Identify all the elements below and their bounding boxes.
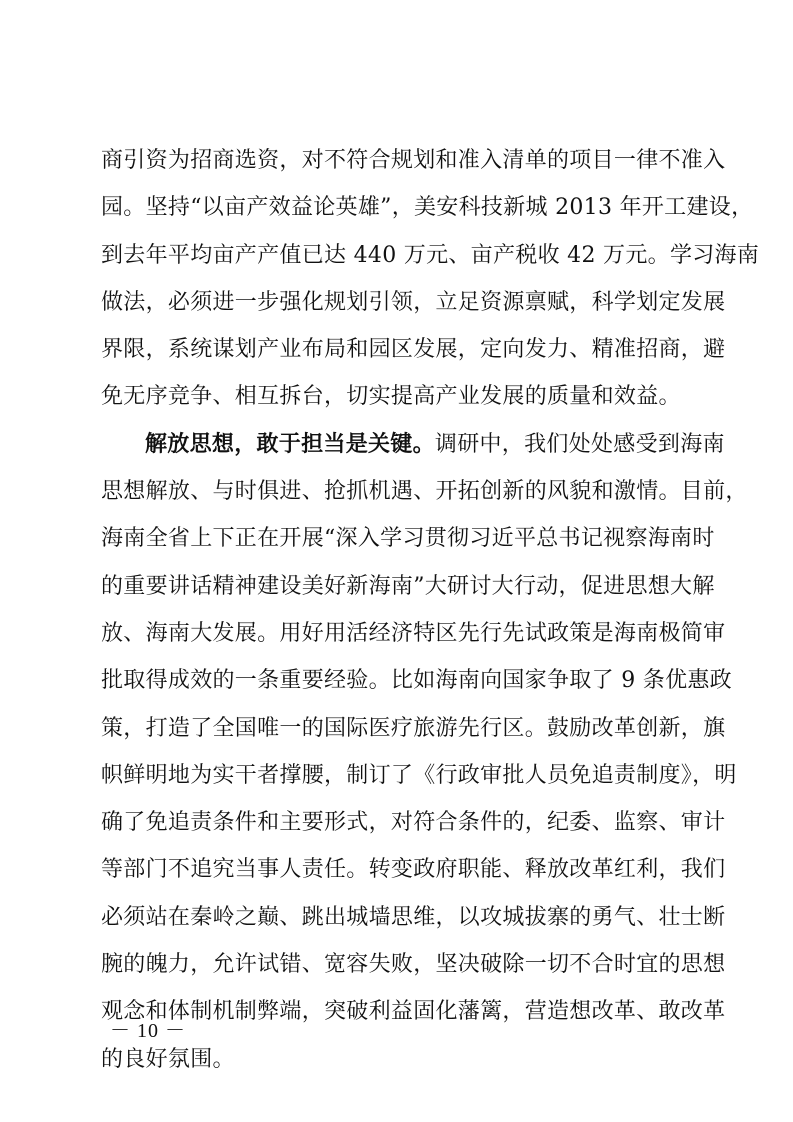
paragraph-2-line: 思想解放、与时俱进、抢抓机遇、开拓创新的风貌和激情。目前， — [101, 479, 748, 505]
body-text — [101, 137, 760, 1083]
paragraph-2-line: 的重要讲话精神建设美好新海南”大研讨大行动，促进思想大解 — [101, 573, 715, 599]
paragraph-2-line: 的良好氛围。 — [101, 1046, 235, 1072]
paragraph-2-line: 腕的魄力，允许试错、宽容失败，坚决破除一切不合时宜的思想 — [101, 952, 726, 978]
paragraph-2-line: 观念和体制机制弊端，突破利益固化藩篱，营造想改革、敢改革 — [101, 999, 726, 1025]
paragraph-2-line: 必须站在秦岭之巅、跳出城墙思维，以攻城拔寨的勇气、壮士断 — [101, 904, 726, 930]
paragraph-1-line: 免无序竞争、相互拆台，切实提高产业发展的质量和效益。 — [101, 384, 681, 410]
paragraph-1-line: 到去年平均亩产产值已达 440 万元、亩产税收 42 万元。学习海南 — [101, 242, 760, 268]
page-number: － 10 － — [110, 1020, 186, 1042]
paragraph-2-line: 等部门不追究当事人责任。转变政府职能、释放改革红利，我们 — [101, 857, 726, 883]
paragraph-1-line: 商引资为招商选资，对不符合规划和准入清单的项目一律不准入 — [101, 148, 726, 173]
paragraph-2-line: 帜鲜明地为实干者撑腰，制订了《行政审批人员免追责制度》，明 — [101, 762, 737, 788]
paragraph-2-line: 放、海南大发展。用好用活经济特区先行先试政策是海南极简审 — [101, 620, 726, 646]
paragraph-1-line: 园。坚持“以亩产效益论英雄”，美安科技新城 2013 年开工建设， — [101, 195, 754, 221]
paragraph-2-line: 策，打造了全国唯一的国际医疗旅游先行区。鼓励改革创新，旗 — [101, 715, 726, 741]
paragraph-2-line: 确了免追责条件和主要形式，对符合条件的，纪委、监察、审计 — [101, 810, 726, 836]
paragraph-1-line: 做法，必须进一步强化规划引领，立足资源禀赋，科学划定发展 — [101, 289, 726, 315]
paragraph-2-line: 海南全省上下正在开展“深入学习贯彻习近平总书记视察海南时 — [101, 526, 715, 552]
paragraph-1-line: 界限，系统谋划产业布局和园区发展，定向发力、精准招商，避 — [101, 337, 726, 363]
paragraph-2-first-line — [101, 421, 725, 468]
paragraph-2-lead-sentence: 解放思想，敢于担当是关键。 — [145, 430, 435, 457]
paragraph-2-first-line-rest: 调研中，我们处处感受到海南 — [434, 431, 725, 457]
paragraph-2-line: 批取得成效的一条重要经验。比如海南向国家争取了 9 条优惠政 — [101, 668, 732, 694]
